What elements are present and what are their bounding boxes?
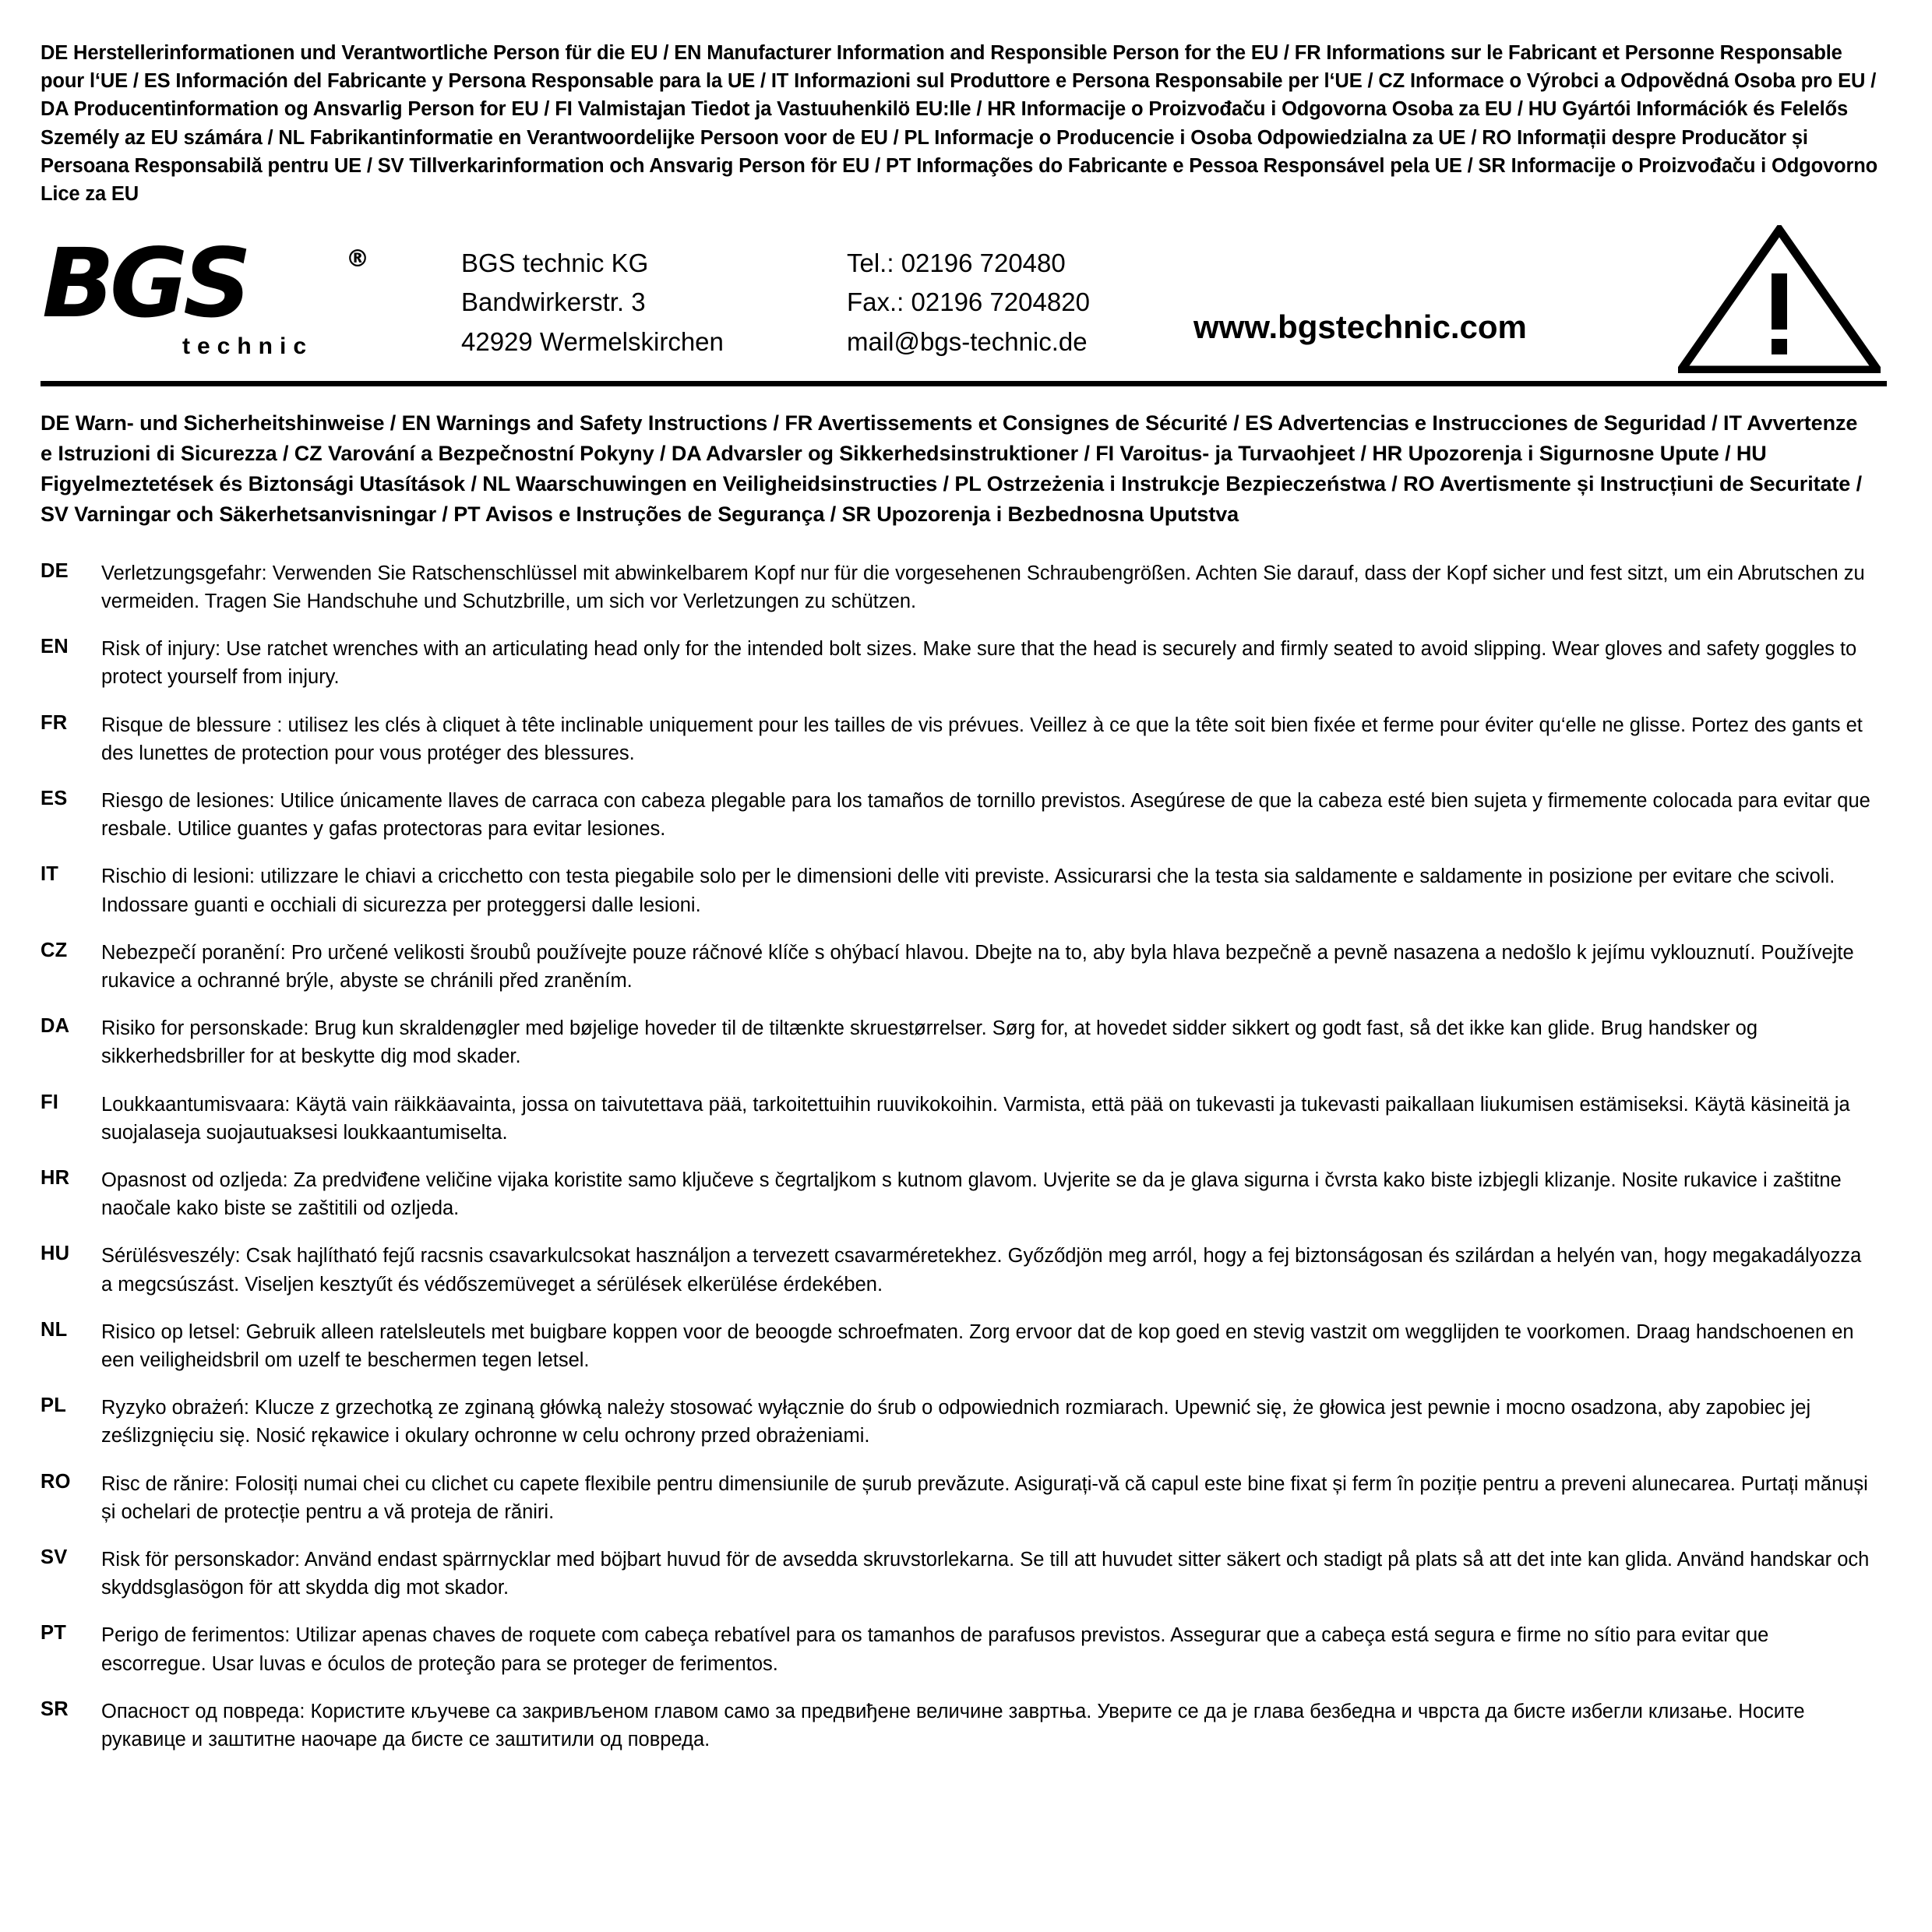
instruction-text: Nebezpečí poranění: Pro určené velikosti šroubů používejte pouze ráčnové klíče s ohýbací hlavou. Dbejte na to, aby byla hlava bezpečně a pevně nasazena a nedošlo k jejímu vyklouznutí. Používejte rukavice a ochranné brýle, abyste se chránili před zraněním. [101,941,1854,992]
instruction-text: Risk för personskador: Använd endast spärrnycklar med böjbart huvud för de avsedda skruvstorlekarna. Se till att huvudet sitter säkert och stadigt på plats så att det inte kan glida. Använd handskar och skyddsglasögon för att skydda dig mot skador. [101,1549,1870,1599]
instructions-list [41,559,1887,1754]
language-code: RO [41,1470,71,1493]
instruction-text: Sérülésveszély: Csak hajlítható fejű racsnis csavarkulcsokat használjon a tervezett csavarméretekhez. Győződjön meg arról, hogy a fej biztonságosan és szilárdan a helyén van, hogy megakadályozza a megcsúszást. Viseljen kesztyűt és védőszemüveget a sérülések elkerülése érdekében. [101,1245,1862,1296]
language-code: DA [41,1015,70,1038]
instruction-text: Rischio di lesioni: utilizzare le chiavi a cricchetto con testa piegabile solo per le dimensioni delle viti previste. Assicurarsi che la testa sia saldamente e saldamente in posizione per evitare che scivoli. Indossare guanti e occhiali di sicurezza per proteggersi dalle lesioni. [101,866,1835,916]
list-item [41,559,1887,615]
language-code: IT [41,863,59,886]
list-item [41,939,1887,995]
company-email: mail@bgs-technic.de [847,326,1088,356]
language-code: NL [41,1318,68,1341]
instruction-text: Riesgo de lesiones: Utilice únicamente llaves de carraca con cabeza plegable para los tamaños de tornillo previstos. Asegúrese de que la cabeza esté bien sujeta y firmemente colocada para evitar que resbale. Utilice guantes y gafas protectoras para evitar lesiones. [101,789,1870,841]
instruction-text: Risico op letsel: Gebruik alleen ratelsleutels met buigbare koppen voor de beoogde schroefmaten. Zorg ervoor dat de kop goed en stevig vastzit om wegglijden te voorkomen. Draag handschoenen en een veiligheidsbril om uzelf te beschermen tegen letsel. [101,1320,1854,1371]
company-address [461,244,724,361]
company-fax: Fax.: 02196 7204820 [847,287,1090,317]
header-divider [41,381,1887,386]
language-code: SV [41,1546,68,1568]
language-code: HR [41,1166,70,1189]
list-item [41,1621,1887,1677]
instruction-text: Risiko for personskade: Brug kun skraldenøgler med bøjelige hoveder til de tiltænkte skruestørrelser. Sørg for, at hovedet sidder sikkert og godt fast, så det ikke kan glide. Brug handsker og sikkerhedsbriller for at beskytte dig mod skader. [101,1017,1758,1068]
list-item [41,1698,1887,1754]
language-code: FR [41,711,68,734]
company-band [41,225,1887,381]
bgs-logo [41,228,369,372]
instruction-text: Risc de rănire: Folosiți numai chei cu clichet cu capete flexibile pentru dimensiunile de șurub prevăzute. Asigurați-vă că capul este bine fixat și ferm în poziție pentru a preveni alunecarea. Purtați mănuși și ochelari de protecție pentru a vă proteja de răniri. [101,1472,1868,1523]
registered-trademark-icon: ® [346,245,369,273]
company-contact [847,244,1090,361]
language-code: SR [41,1698,69,1720]
instruction-text: Verletzungsgefahr: Verwenden Sie Ratschenschlüssel mit abwinkelbarem Kopf nur für die vorgesehenen Schraubengrößen. Achten Sie darauf, dass der Kopf sicher und fest sitzt, um ein Abrutschen zu vermeiden. Tragen Sie Handschuhe und Schutzbrille, um sich vor Verletzungen zu schützen. [101,562,1865,612]
language-code: PT [41,1622,66,1645]
logo-subtext: technic [182,333,314,360]
instruction-text: Perigo de ferimentos: Utilizar apenas chaves de roquete com cabeça rebatível para os tamanhos de parafusos previstos. Assegurar que a cabeça está segura e firme no sítio para evitar que escorregue. Usar luvas e óculos de proteção para se proteger de ferimentos. [101,1624,1769,1675]
logo-wordmark: BGS [42,228,247,340]
list-item [41,1394,1887,1450]
language-code: EN [41,636,69,658]
list-item [41,1091,1887,1147]
company-telephone: Tel.: 02196 720480 [847,249,1066,278]
company-street: Bandwirkerstr. 3 [461,287,646,317]
language-code: HU [41,1243,70,1265]
list-item [41,1242,1887,1298]
instruction-text: Опасност од повреда: Користите кључеве са закривљеном главом само за предвиђене величине завртња. Уверите се да је глава безбедна и чврста да бисте избегли клизање. Носите рукавице и заштитне наочаре да бисте се заштитили од повреда. [101,1700,1805,1751]
instruction-text: Risk of injury: Use ratchet wrenches with an articulating head only for the intended bolt sizes. Make sure that the head is securely and firmly seated to avoid slipping. Wear gloves and safety goggles to protect yourself from injury. [101,638,1857,689]
warnings-heading: DE Warn- und Sicherheitshinweise / EN Warnings and Safety Instructions / FR Avertissements et Consignes de Sécurité / ES Advertencias e Instrucciones de Seguridad / IT Avvertenze e Istruzioni di Sicurezza / CZ Varování a Bezpečnostní Pokyny / DA Advarsler og Sikkerhedsinstruktioner / FI Varoitus- ja Turvaohjeet / HR Upozorenja i Sigurnosne Upute / HU Figyelmeztetések és Biztonsági Utasítások / NL Waarschuwingen en Veiligheidsinstructies / PL Ostrzeżenia i Instrukcje Bezpieczeństwa / RO Avertismente și Instrucțiuni de Securitate / SV Varningar och Säkerhetsanvisningar / PT Avisos e Instruções de Segurança / SR Upozorenja i Bezbednosna Uputstva [41,411,1863,526]
page-title: DE Herstellerinformationen und Verantwortliche Person für die EU / EN Manufacturer Information and Responsible Person for the EU / FR Informations sur le Fabricant et Personne Responsable pour l‘UE / ES Información del Fabricante y Persona Responsable para la UE / IT Informazioni sul Produttore e Persona Responsabile per l‘UE / CZ Informace o Výrobci a Odpovědná Osoba pro EU / DA Producentinformation og Ansvarlig Person for EU / FI Valmistajan Tiedot ja Vastuuhenkilö EU:lle / HR Informacije o Proizvođaču i Odgovorna Osoba za EU / HU Gyártói Információk és Felelős Személy az EU számára / NL Fabrikantinformatie en Verantwoordelijke Persoon voor de EU / PL Informacje o Producencie i Osoba Odpowiedzialna za UE / RO Informații despre Producător și Persoana Responsabilă pentru UE / SV Tillverkarinformation och Ansvarig Person för EU / PT Informações do Fabricante e Pessoa Responsável pela UE / SR Informacije o Proizvođaču i Odgovorno Lice za EU [41,42,1878,206]
language-code: PL [41,1394,66,1417]
list-item [41,1014,1887,1070]
language-code: DE [41,559,69,582]
instruction-text: Risque de blessure : utilisez les clés à cliquet à tête inclinable uniquement pour les tailles de vis prévues. Veillez à ce que la tête soit bien fixée et ferme pour éviter qu‘elle ne glisse. Portez des gants et des lunettes de protection pour vous protéger des blessures. [101,714,1863,764]
list-item [41,711,1887,767]
list-item [41,1166,1887,1222]
language-code: FI [41,1091,59,1113]
language-code: CZ [41,939,68,961]
instruction-text: Ryzyko obrażeń: Klucze z grzechotką ze zginaną główką należy stosować wyłącznie do śrub o odpowiednich rozmiarach. Upewnić się, że głowica jest pewnie i mocno osadzona, aby zapobiec jej ześlizgnięciu się. Nosić rękawice i okulary ochronne w celu ochrony przed obrażeniami. [101,1397,1811,1447]
list-item [41,635,1887,691]
warning-triangle-icon [1678,225,1881,373]
instruction-text: Opasnost od ozljeda: Za predviđene veličine vijaka koristite samo ključeve s čegrtaljkom s kutnom glavom. Uvjerite se da je glava sigurna i čvrsta kako biste izbjegli klizanje. Nosite rukavice i zaštitne naočale kako biste se zaštitili od ozljeda. [101,1169,1842,1220]
company-website: www.bgstechnic.com [1193,308,1527,346]
language-code: ES [41,787,68,809]
list-item [41,1318,1887,1374]
list-item [41,1470,1887,1526]
company-city: 42929 Wermelskirchen [461,326,724,356]
list-item [41,787,1887,843]
company-name: BGS technic KG [461,249,649,278]
list-item [41,862,1887,918]
instruction-text: Loukkaantumisvaara: Käytä vain räikkäavainta, jossa on taivutettava pää, tarkoitettuihin ruuvikokoihin. Varmista, että pää on tukevasti ja tukevasti paikallaan liukumisen estämiseksi. Käytä käsineitä ja suojalaseja suojautuaksesi loukkaantumiselta. [101,1093,1850,1144]
list-item [41,1546,1887,1602]
